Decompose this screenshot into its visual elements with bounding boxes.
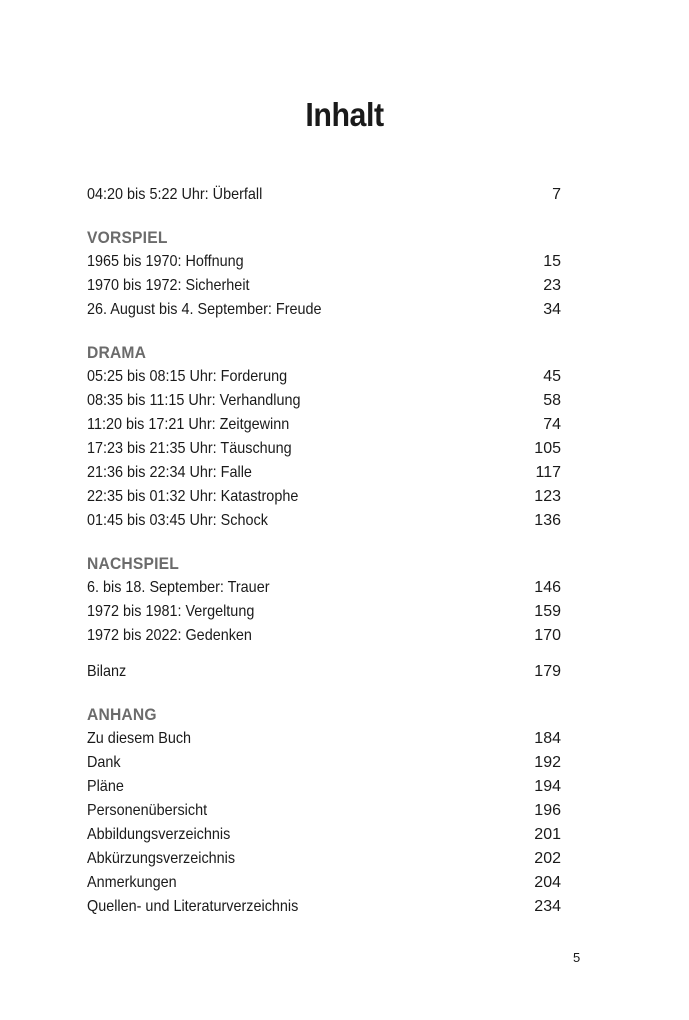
toc-entry[interactable]: [87, 576, 561, 600]
toc-entry[interactable]: [87, 727, 561, 751]
toc-entry-page: 170: [534, 627, 561, 644]
toc-entry-label: Abkürzungsverzeichnis: [87, 850, 236, 867]
toc-entry[interactable]: [87, 775, 561, 799]
toc-entry-page: 184: [534, 730, 561, 747]
section-heading-anhang: ANHANG: [87, 705, 157, 724]
toc-entry-label: 17:23 bis 21:35 Uhr: Täuschung: [87, 440, 292, 457]
toc-entry[interactable]: [87, 751, 561, 775]
toc-entry-page: 194: [534, 778, 561, 795]
toc-entry[interactable]: [87, 365, 561, 389]
toc-entry-page: 34: [543, 301, 561, 318]
toc-entry[interactable]: [87, 823, 561, 847]
toc-entry-label: 08:35 bis 11:15 Uhr: Verhandlung: [87, 392, 301, 409]
toc-entry-page: 117: [535, 464, 561, 481]
table-of-contents: [87, 183, 561, 919]
toc-entry-page: 159: [534, 603, 561, 620]
toc-entry[interactable]: [87, 274, 561, 298]
toc-entry-page: 204: [534, 874, 561, 891]
toc-entry-label: 05:25 bis 08:15 Uhr: Forderung: [87, 368, 288, 385]
toc-entry[interactable]: [87, 624, 561, 648]
toc-entry[interactable]: [87, 298, 561, 322]
toc-entry[interactable]: [87, 485, 561, 509]
toc-entry[interactable]: [87, 895, 561, 919]
toc-entry-page: 201: [534, 826, 561, 843]
toc-entry-page: 202: [534, 850, 561, 867]
toc-entry[interactable]: [87, 461, 561, 485]
toc-entry[interactable]: [87, 389, 561, 413]
toc-entry-page: 192: [534, 754, 561, 771]
toc-entry-bilanz[interactable]: [87, 660, 561, 684]
toc-entry-label: Pläne: [87, 778, 124, 795]
toc-entry-label: 01:45 bis 03:45 Uhr: Schock: [87, 512, 268, 529]
toc-entry[interactable]: [87, 250, 561, 274]
toc-entry-label: Anmerkungen: [87, 874, 177, 891]
toc-entry-page: 7: [552, 186, 561, 203]
toc-entry-page: 196: [534, 802, 561, 819]
toc-entry-page: 234: [534, 898, 561, 915]
toc-entry-label: 1965 bis 1970: Hoffnung: [87, 253, 244, 270]
toc-entry-label: Quellen- und Literaturverzeichnis: [87, 898, 299, 915]
toc-entry-intro[interactable]: [87, 183, 561, 207]
toc-entry-page: 45: [543, 368, 561, 385]
toc-entry-label: Bilanz: [87, 663, 127, 680]
toc-entry-label: 11:20 bis 17:21 Uhr: Zeitgewinn: [87, 416, 290, 433]
toc-entry-page: 123: [534, 488, 561, 505]
toc-entry-label: 21:36 bis 22:34 Uhr: Falle: [87, 464, 252, 481]
page-title: Inhalt: [305, 96, 384, 133]
toc-entry-label: 1970 bis 1972: Sicherheit: [87, 277, 250, 294]
toc-entry-label: 6. bis 18. September: Trauer: [87, 579, 270, 596]
toc-entry-label: Zu diesem Buch: [87, 730, 192, 747]
toc-entry[interactable]: [87, 600, 561, 624]
toc-entry-label: Personenübersicht: [87, 802, 208, 819]
toc-entry[interactable]: [87, 413, 561, 437]
toc-entry-label: 22:35 bis 01:32 Uhr: Katastrophe: [87, 488, 299, 505]
toc-entry-page: 23: [543, 277, 561, 294]
page-number: 5: [573, 950, 581, 965]
toc-entry-label: 04:20 bis 5:22 Uhr: Überfall: [87, 186, 263, 203]
toc-entry-page: 136: [534, 512, 561, 529]
toc-entry[interactable]: [87, 871, 561, 895]
toc-entry-label: 1972 bis 1981: Vergeltung: [87, 603, 255, 620]
toc-entry[interactable]: [87, 437, 561, 461]
toc-entry-page: 15: [543, 253, 561, 270]
section-heading-vorspiel: VORSPIEL: [87, 228, 168, 247]
toc-entry[interactable]: [87, 847, 561, 871]
toc-entry-label: Abbildungsverzeichnis: [87, 826, 231, 843]
toc-entry-page: 58: [543, 392, 561, 409]
toc-entry-page: 105: [534, 440, 561, 457]
toc-entry-page: 179: [534, 663, 561, 680]
toc-entry-label: 1972 bis 2022: Gedenken: [87, 627, 252, 644]
toc-entry-label: 26. August bis 4. September: Freude: [87, 301, 322, 318]
section-heading-drama: DRAMA: [87, 343, 147, 362]
toc-entry-page: 146: [534, 579, 561, 596]
toc-entry[interactable]: [87, 799, 561, 823]
toc-entry[interactable]: [87, 509, 561, 533]
section-heading-nachspiel: NACHSPIEL: [87, 554, 180, 573]
toc-entry-label: Dank: [87, 754, 121, 771]
toc-entry-page: 74: [543, 416, 561, 433]
